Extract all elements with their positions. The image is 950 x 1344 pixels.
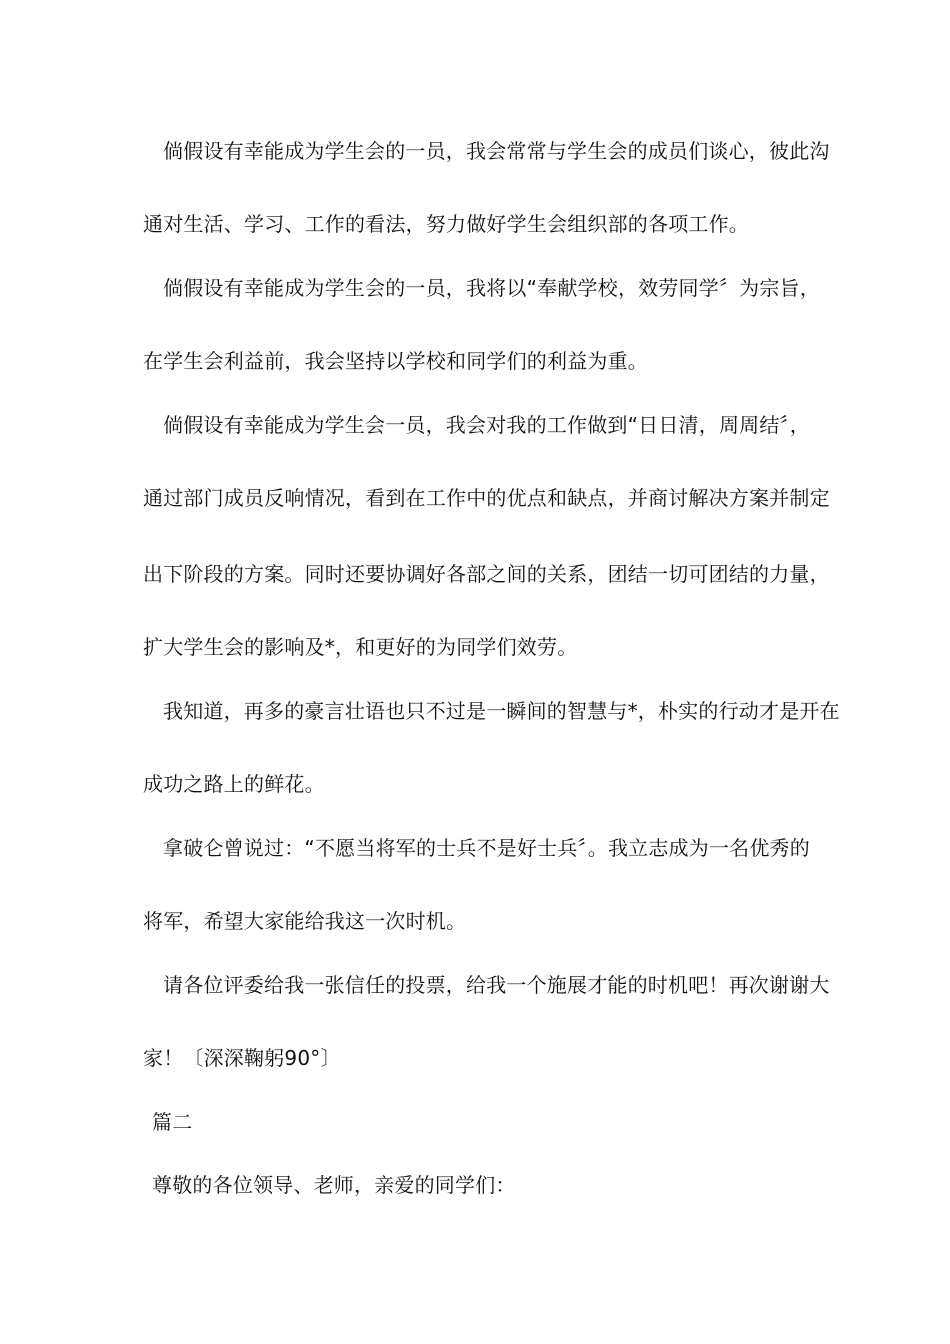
paragraph-3-line-3: 出下阶段的方案。同时还要协调好各部之间的关系，团结一切可团结的力量， — [143, 562, 830, 586]
paragraph-3-line-4: 扩大学生会的影响及*，和更好的为同学们效劳。 — [143, 635, 578, 659]
paragraph-2-line-1: 倘假设有幸能成为学生会的一员，我将以“奉献学校，效劳同学〞为宗旨， — [163, 276, 820, 300]
paragraph-6-line-2: 家！〔深深鞠躬90°〕 — [143, 1046, 341, 1070]
salutation-line: 尊敬的各位领导、老师，亲爱的同学们： — [152, 1173, 516, 1197]
paragraph-5-line-1: 拿破仑曾说过：“不愿当将军的士兵不是好士兵〞。我立志成为一名优秀的 — [163, 836, 810, 860]
paragraph-6-line-1: 请各位评委给我一张信任的投票，给我一个施展才能的时机吧！再次谢谢大 — [163, 973, 830, 997]
paragraph-3-line-2: 通过部门成员反响情况，看到在工作中的优点和缺点，并商讨解决方案并制定 — [143, 486, 830, 510]
paragraph-4-line-2: 成功之路上的鲜花。 — [143, 772, 325, 796]
paragraph-1-line-2: 通对生活、学习、工作的看法，努力做好学生会组织部的各项工作。 — [143, 212, 749, 236]
section-heading: 篇二 — [152, 1110, 193, 1134]
paragraph-1-line-1: 倘假设有幸能成为学生会的一员，我会常常与学生会的成员们谈心，彼此沟 — [163, 139, 830, 163]
paragraph-5-line-2: 将军，希望大家能给我这一次时机。 — [143, 909, 467, 933]
paragraph-3-line-1: 倘假设有幸能成为学生会一员，我会对我的工作做到“日日清，周周结〞， — [163, 413, 810, 437]
paragraph-2-line-2: 在学生会利益前，我会坚持以学校和同学们的利益为重。 — [143, 349, 648, 373]
paragraph-4-line-1: 我知道，再多的豪言壮语也只不过是一瞬间的智慧与*，朴实的行动才是开在 — [163, 699, 840, 723]
